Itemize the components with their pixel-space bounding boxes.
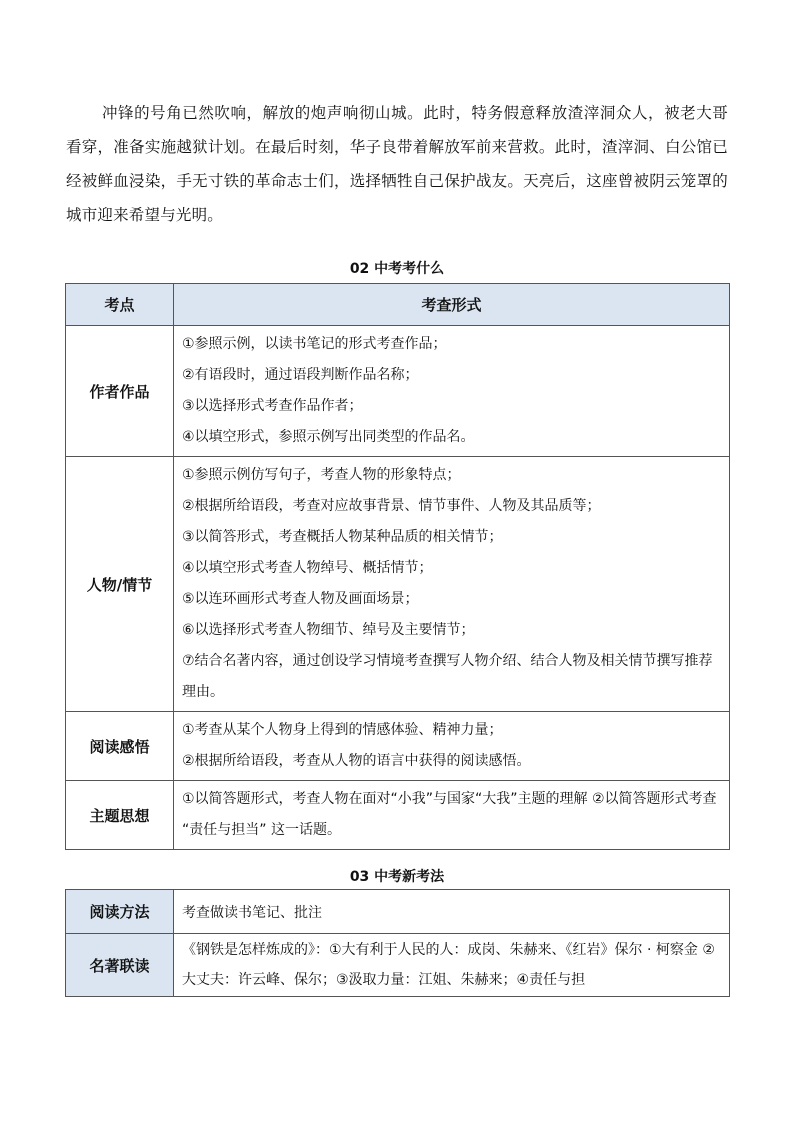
row-value-characters-plot (174, 457, 730, 712)
table-row (66, 457, 730, 712)
row-value-theme (174, 781, 730, 850)
list-item: ③以选择形式考查作品作者； (182, 398, 363, 414)
row-key-reading-insight: 阅读感悟 (66, 712, 174, 781)
row-value-reading-method: 考查做读书笔记、批注 (174, 890, 730, 934)
list-item: ②根据所给语段，考查对应故事背景、情节事件、人物及其品质等； (182, 498, 601, 514)
row-key-reading-method: 阅读方法 (66, 890, 174, 934)
joint-reading-text: 《钢铁是怎样炼成的》：①大有利于人民的人：成岗、朱赫来、《红岩》保尔 · 柯察金 ②大丈夫：许云峰、保尔；③汲取力量：江姐、朱赫来；④责任与担 (182, 942, 715, 988)
list-item: ④以填空形式考查人物绰号、概括情节； (182, 560, 433, 576)
list-item: ②有语段时，通过语段判断作品名称； (182, 367, 419, 383)
exam-content-table (65, 283, 730, 850)
list-item: ①参照示例仿写句子，考查人物的形象特点； (182, 467, 461, 483)
header-exam-form: 考查形式 (174, 284, 730, 326)
intro-paragraph: 冲锋的号角已然吹响，解放的炮声响彻山城。此时，特务假意释放渣滓洞众人，被老大哥看穿，准备实施越狱计划。在最后时刻，华子良带着解放军前来营救。此时，渣滓洞、白公馆已经被鲜血浸染，手无寸铁的革命志士们，选择牺牲自己保护战友。天亮后，这座曾被阴云笼罩的城市迎来希望与光明。 (66, 104, 728, 224)
row-key-author-works: 作者作品 (66, 326, 174, 457)
section-title-02: 02 中考考什么 (349, 261, 445, 277)
section-title-03: 03 中考新考法 (349, 869, 445, 885)
table-row (66, 326, 730, 457)
row-key-characters-plot: 人物/情节 (66, 457, 174, 712)
row-key-theme: 主题思想 (66, 781, 174, 850)
list-item: ⑦结合名著内容，通过创设学习情境考查撰写人物介绍、结合人物及相关情节撰写推荐理由。 (182, 653, 713, 700)
row-value-reading-insight (174, 712, 730, 781)
list-item: ①以简答题形式，考查人物在面对“小我”与国家“大我”主题的理解 ②以简答题形式考查 “责任与担当” 这一话题。 (182, 791, 717, 838)
new-exam-method-table (65, 889, 730, 997)
table-row (66, 781, 730, 850)
list-item: ①考查从某个人物身上得到的情感体验、精神力量； (182, 722, 503, 738)
list-item: ⑥以选择形式考查人物细节、绰号及主要情节； (182, 622, 475, 638)
table-row (66, 890, 730, 934)
list-item: ⑤以连环画形式考查人物及画面场景； (182, 591, 419, 607)
row-key-joint-reading: 名著联读 (66, 934, 174, 997)
row-value-joint-reading (174, 934, 730, 997)
header-exam-point: 考点 (66, 284, 174, 326)
list-item: ①参照示例，以读书笔记的形式考查作品； (182, 336, 447, 352)
table-header-row (66, 284, 730, 326)
row-value-author-works (174, 326, 730, 457)
table-row (66, 712, 730, 781)
list-item: ②根据所给语段，考查从人物的语言中获得的阅读感悟。 (182, 753, 531, 769)
list-item: ③以简答形式，考查概括人物某种品质的相关情节； (182, 529, 503, 545)
list-item: ④以填空形式，参照示例写出同类型的作品名。 (182, 429, 475, 445)
table-row (66, 934, 730, 997)
